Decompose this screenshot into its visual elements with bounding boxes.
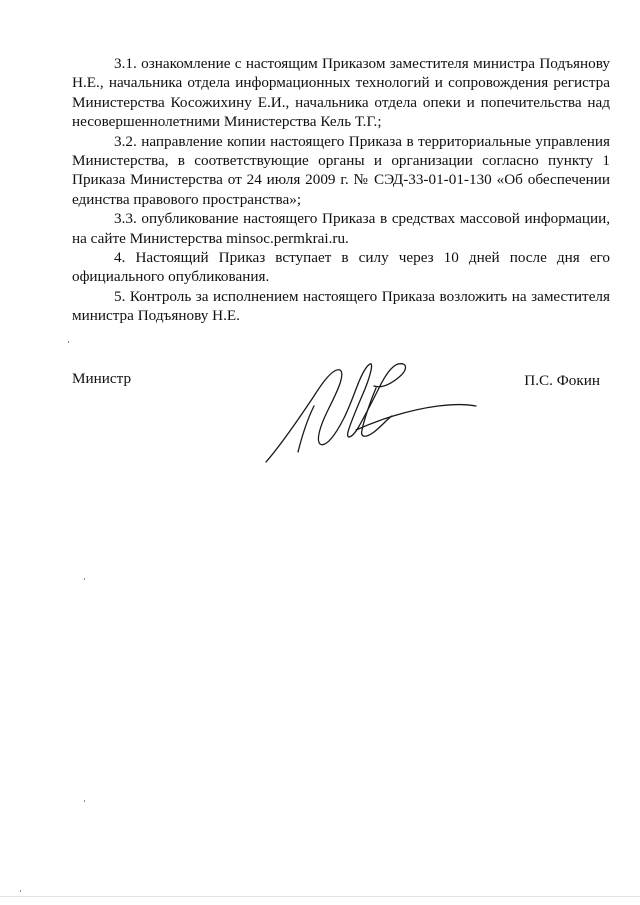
scan-speck [84,578,85,580]
signer-name: П.С. Фокин [524,372,600,389]
scan-speck [84,800,85,802]
paragraph-3-3: 3.3. опубликование настоящего Приказа в средствах массовой информации, на сайте Министерства minsoc.permkrai.ru. [72,210,610,247]
scan-edge [0,896,640,897]
handwritten-signature [258,358,480,470]
paragraph-4: 4. Настоящий Приказ вступает в силу через 10 дней после дня его официального опубликования. [72,249,610,286]
signer-role: Министр [72,370,132,387]
paragraph-3-2: 3.2. направление копии настоящего Приказа в территориальные управления Министерства, в соответствующие органы и организации согласно пункту 1 Приказа Министерства от 24 июля 2009 г. № СЭД-33-01-01-130 «Об обеспечении единства правового пространства»; [72,132,610,208]
scan-speck [20,890,21,892]
paragraph-3-1: 3.1. ознакомление с настоящим Приказом заместителя министра Подъянову Н.Е., начальника отдела информационных технологий и сопровождения регистра Министерства Косожихину Е.И., начальника отдела опеки и попечительства над несовершеннолетними Министерства Кель Т.Г.; [72,55,610,131]
scan-speck [68,341,69,343]
order-text [72,54,610,326]
paragraph-5: 5. Контроль за исполнением настоящего Приказа возложить на заместителя министра Подъянову Н.Е. [72,287,610,325]
